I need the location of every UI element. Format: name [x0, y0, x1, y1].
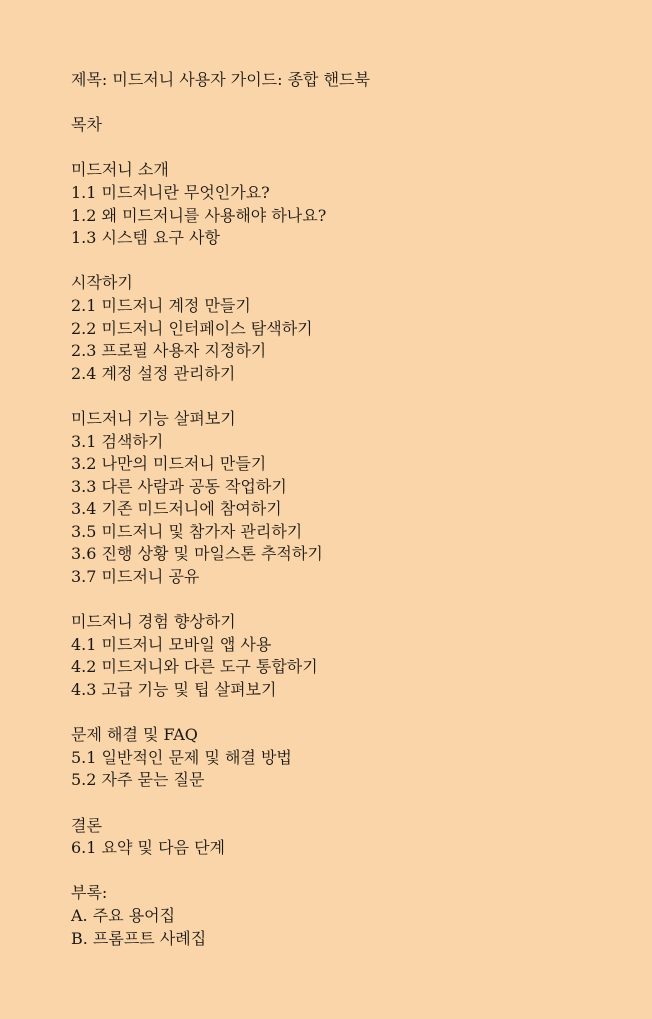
toc-item: 2.2 미드저니 인터페이스 탐색하기: [71, 318, 313, 338]
toc-item: 5.1 일반적인 문제 및 해결 방법: [71, 747, 292, 767]
section-heading: 결론: [71, 815, 102, 835]
toc-item: 1.2 왜 미드저니를 사용해야 하나요?: [71, 205, 327, 225]
toc-item: 6.1 요약 및 다음 단계: [71, 838, 225, 858]
section-heading: 부록:: [71, 883, 108, 903]
toc-section: [71, 815, 631, 860]
spacer: [71, 92, 631, 115]
section-heading: 미드저니 기능 살펴보기: [71, 408, 236, 428]
toc-heading: 목차: [71, 115, 102, 135]
spacer: [71, 589, 631, 612]
toc-section: [71, 159, 631, 249]
toc-item: 2.4 계정 설정 관리하기: [71, 363, 236, 383]
toc-item: 3.5 미드저니 및 참가자 관리하기: [71, 521, 303, 541]
toc-section: [71, 611, 631, 701]
toc-item: 3.1 검색하기: [71, 431, 164, 451]
toc-item: 3.6 진행 상황 및 마일스톤 추적하기: [71, 544, 323, 564]
toc-section: [71, 724, 631, 792]
toc-item: 3.2 나만의 미드저니 만들기: [71, 454, 267, 474]
toc-section: [71, 408, 631, 589]
toc-item: 3.3 다른 사람과 공동 작업하기: [71, 476, 287, 496]
toc-section: [71, 882, 631, 950]
toc-item: A. 주요 용어집: [71, 905, 176, 925]
toc-item: 3.7 미드저니 공유: [71, 567, 200, 587]
toc-item: 4.2 미드저니와 다른 도구 통합하기: [71, 657, 318, 677]
toc-item: 3.4 기존 미드저니에 참여하기: [71, 499, 282, 519]
section-heading: 미드저니 경험 향상하기: [71, 612, 236, 632]
toc-item: 4.1 미드저니 모바일 앱 사용: [71, 634, 272, 654]
toc-item: 1.3 시스템 요구 사항: [71, 228, 220, 248]
spacer: [71, 385, 631, 408]
section-heading: 미드저니 소개: [71, 160, 169, 180]
spacer: [71, 860, 631, 883]
toc-item: 2.3 프로필 사용자 지정하기: [71, 341, 267, 361]
section-heading: 시작하기: [71, 273, 133, 293]
toc-item: 1.1 미드저니란 무엇인가요?: [71, 182, 270, 202]
spacer: [71, 792, 631, 815]
spacer: [71, 137, 631, 160]
section-heading: 문제 해결 및 FAQ: [71, 725, 198, 745]
toc-item: 2.1 미드저니 계정 만들기: [71, 295, 251, 315]
spacer: [71, 702, 631, 725]
toc-item: 5.2 자주 묻는 질문: [71, 770, 205, 790]
toc-section: [71, 272, 631, 385]
document-page: [71, 69, 631, 950]
toc-item: B. 프롬프트 사례집: [71, 928, 207, 948]
document-title: 제목: 미드저니 사용자 가이드: 종합 핸드북: [71, 70, 370, 89]
spacer: [71, 250, 631, 273]
toc-item: 4.3 고급 기능 및 팁 살펴보기: [71, 680, 277, 700]
